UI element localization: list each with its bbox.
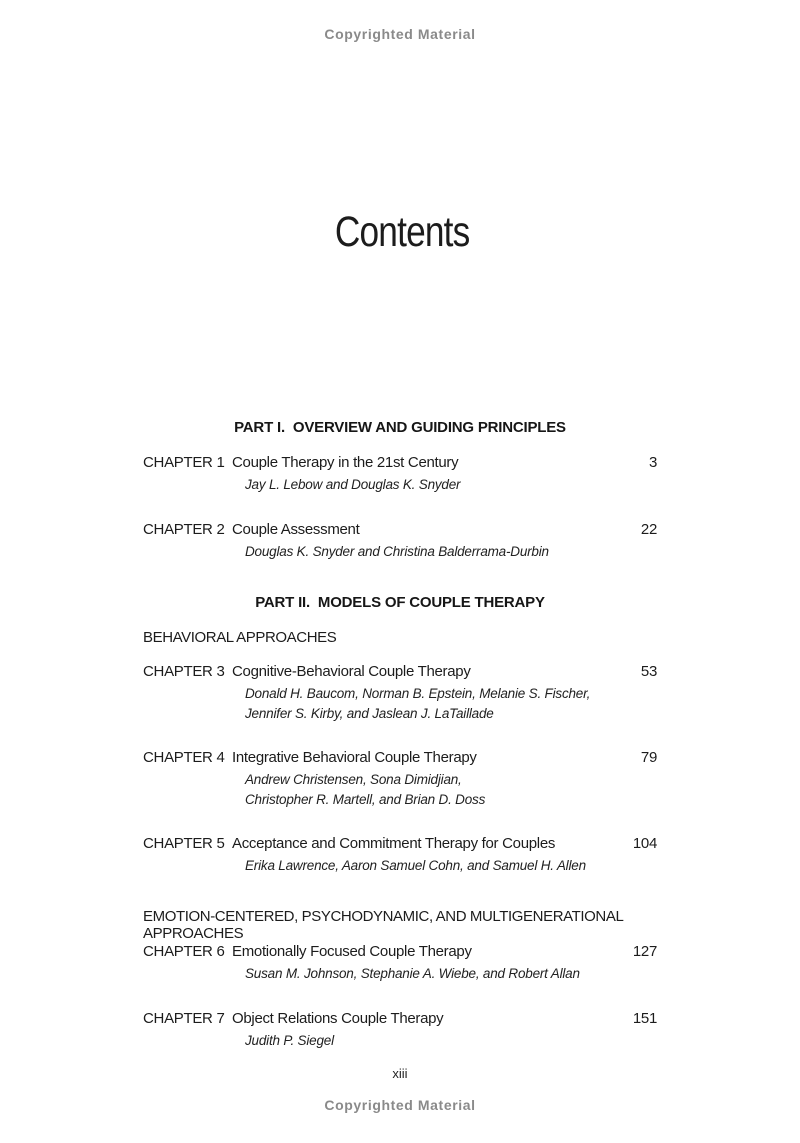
chapter-label: CHAPTER 3	[143, 663, 225, 680]
section-heading-emotion-centered: EMOTION-CENTERED, PSYCHODYNAMIC, AND MULTIGENERATIONAL APPROACHES	[143, 908, 623, 942]
chapter-page-number: 3	[648, 454, 657, 471]
chapter-label: CHAPTER 6	[143, 943, 225, 960]
chapter-authors	[245, 964, 657, 984]
chapter-label: CHAPTER 1	[143, 454, 225, 471]
author-line: Jay L. Lebow and Douglas K. Snyder	[245, 477, 461, 492]
toc-entry-chapter-4	[143, 749, 657, 810]
chapter-label: CHAPTER 7	[143, 1010, 225, 1027]
chapter-page-number: 22	[640, 521, 657, 538]
author-line: Donald H. Baucom, Norman B. Epstein, Melanie S. Fischer,	[245, 686, 591, 701]
toc-entry-chapter-5	[143, 835, 657, 876]
chapter-authors	[245, 770, 657, 810]
chapter-page-number: 53	[640, 663, 657, 680]
toc-entry-chapter-6	[143, 943, 657, 984]
author-line: Judith P. Siegel	[245, 1033, 334, 1048]
author-line: Christopher R. Martell, and Brian D. Doss	[245, 792, 486, 807]
toc-entry-chapter-3	[143, 663, 657, 724]
chapter-page-number: 151	[632, 1010, 657, 1027]
chapter-label: CHAPTER 5	[143, 835, 225, 852]
chapter-authors	[245, 542, 657, 562]
chapter-authors	[245, 475, 657, 495]
author-line: Andrew Christensen, Sona Dimidjian,	[245, 772, 462, 787]
chapter-label: CHAPTER 4	[143, 749, 225, 766]
part-heading-2: PART II. MODELS OF COUPLE THERAPY	[255, 594, 545, 611]
chapter-title: Acceptance and Commitment Therapy for Couples	[232, 835, 556, 852]
chapter-authors	[245, 1031, 657, 1051]
chapter-authors	[245, 684, 657, 724]
toc-entry-chapter-7	[143, 1010, 657, 1051]
page-title: Contents	[334, 208, 470, 256]
author-line: Jennifer S. Kirby, and Jaslean J. LaTaillade	[245, 706, 494, 721]
chapter-title: Emotionally Focused Couple Therapy	[232, 943, 472, 960]
section-heading-behavioral: BEHAVIORAL APPROACHES	[143, 629, 337, 646]
author-line: Susan M. Johnson, Stephanie A. Wiebe, and Robert Allan	[245, 966, 580, 981]
chapter-label: CHAPTER 2	[143, 521, 225, 538]
toc-entry-chapter-1	[143, 454, 657, 495]
chapter-page-number: 79	[640, 749, 657, 766]
toc-entry-chapter-2	[143, 521, 657, 562]
page-number-footer: xiii	[392, 1066, 408, 1081]
chapter-title: Couple Assessment	[232, 521, 360, 538]
chapter-title: Object Relations Couple Therapy	[232, 1010, 444, 1027]
chapter-page-number: 104	[632, 835, 657, 852]
chapter-title: Cognitive-Behavioral Couple Therapy	[232, 663, 471, 680]
chapter-page-number: 127	[632, 943, 657, 960]
author-line: Douglas K. Snyder and Christina Balderrama-Durbin	[245, 544, 549, 559]
author-line: Erika Lawrence, Aaron Samuel Cohn, and Samuel H. Allen	[245, 858, 586, 873]
chapter-title: Integrative Behavioral Couple Therapy	[232, 749, 477, 766]
chapter-authors	[245, 856, 657, 876]
copyright-notice-bottom: Copyrighted Material	[324, 1097, 476, 1113]
copyright-notice-top: Copyrighted Material	[324, 26, 476, 42]
chapter-title: Couple Therapy in the 21st Century	[232, 454, 459, 471]
part-heading-1: PART I. OVERVIEW AND GUIDING PRINCIPLES	[234, 419, 566, 436]
